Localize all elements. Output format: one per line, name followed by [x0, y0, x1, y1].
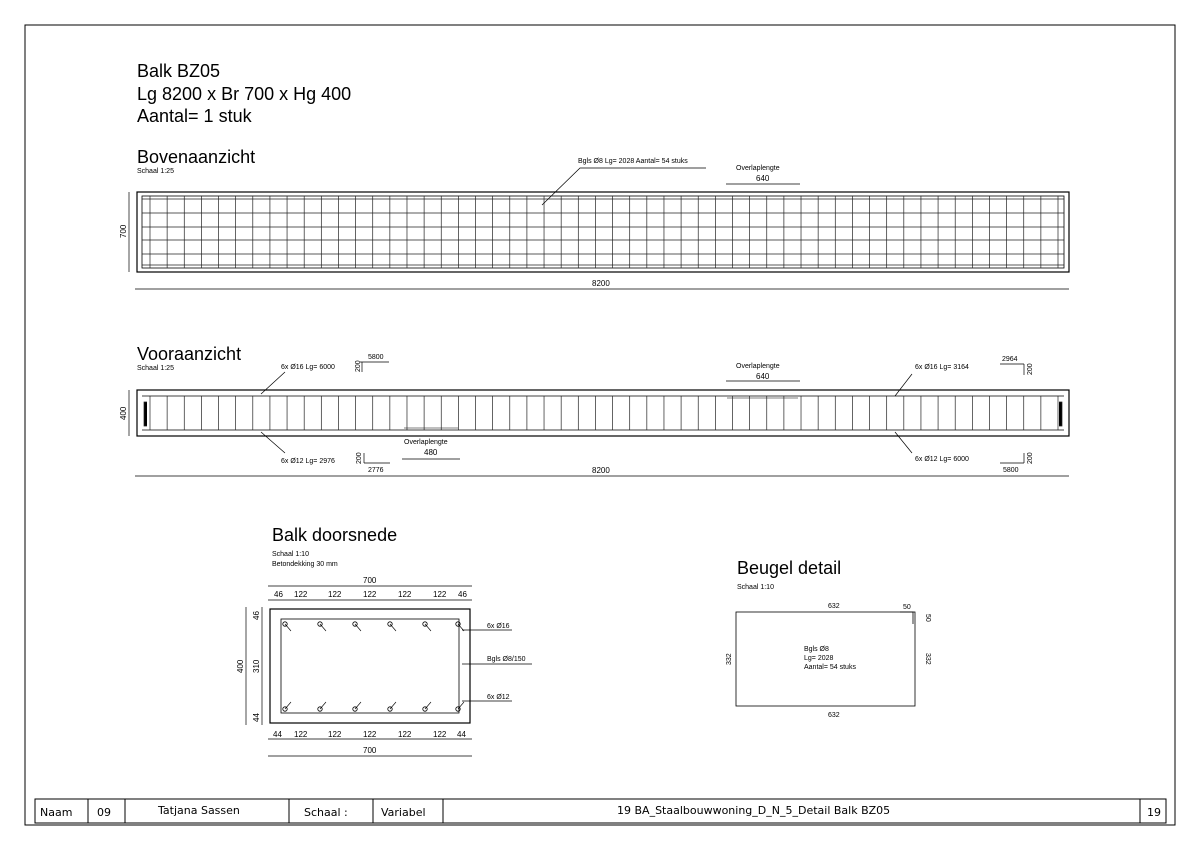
front-view-bottom-right-hook: 200	[1027, 452, 1034, 464]
section-top-bars: 6x Ø16	[487, 623, 510, 630]
section-spacing-top-6: 46	[458, 590, 467, 599]
front-view-top-left-bar: 6x Ø16 Lg= 6000	[281, 364, 335, 371]
top-view-length-value: 8200	[592, 279, 610, 288]
stirrup-detail-info-3: Aantal= 54 stuks	[804, 664, 856, 671]
front-view-overlap-bottom-value: 480	[424, 448, 438, 457]
front-view-bottom-left-leader	[261, 432, 285, 453]
title-block-scale-label: Schaal :	[304, 806, 348, 819]
top-view-stirrup-label: Bgls Ø8 Lg= 2028 Aantal= 54 stuks	[578, 158, 688, 165]
front-view-top-right-len: 2964	[1002, 356, 1018, 363]
front-view-bottom-right-bar: 6x Ø12 Lg= 6000	[915, 456, 969, 463]
section-bar-tick	[425, 702, 431, 709]
section-bar-tick	[285, 624, 291, 631]
top-view-scale: Schaal 1:25	[137, 168, 174, 175]
front-view-bottom-left-bar: 6x Ø12 Lg= 2976	[281, 458, 335, 465]
front-view-top-right-bar: 6x Ø16 Lg= 3164	[915, 364, 969, 371]
section-spacing-bottom-2: 122	[328, 730, 342, 739]
section-bar-tick	[285, 702, 291, 709]
top-view-width-value: 700	[119, 224, 128, 238]
title-block-page: 19	[1147, 806, 1161, 819]
section-width-bottom: 700	[363, 746, 377, 755]
front-view	[119, 344, 1069, 476]
section-spacing-bottom-5: 122	[433, 730, 447, 739]
front-view-outline	[137, 390, 1069, 436]
stirrup-detail-left-dim: 332	[726, 653, 733, 665]
section-spacing-top-5: 122	[433, 590, 447, 599]
front-view-height-value: 400	[119, 406, 128, 420]
front-view-overlap-bottom-label: Overlaplengte	[404, 439, 448, 446]
section-spacing-bottom-4: 122	[398, 730, 412, 739]
beam-dimensions: Lg 8200 x Br 700 x Hg 400	[137, 84, 352, 104]
section-bar-tick	[425, 624, 431, 631]
section-spacing-bottom-0: 44	[273, 730, 282, 739]
title-block	[35, 799, 1166, 823]
section-bar-tick	[320, 702, 326, 709]
stirrup-detail-right-dim: 332	[924, 653, 931, 665]
front-view-bottom-right-len: 5800	[1003, 467, 1019, 474]
front-view-top-right-hook: 200	[1027, 363, 1034, 375]
front-view-bottom-right-leader	[895, 432, 912, 453]
top-view-overlap-value: 640	[756, 174, 770, 183]
section-spacing-top-0: 46	[274, 590, 283, 599]
front-view-scale: Schaal 1:25	[137, 365, 174, 372]
stirrup-detail-info-2: Lg= 2028	[804, 655, 834, 662]
section-bar-tick	[320, 624, 326, 631]
top-view-title: Bovenaanzicht	[137, 147, 256, 167]
section-width-top: 700	[363, 576, 377, 585]
front-view-title: Vooraanzicht	[137, 344, 242, 364]
top-view-inner	[142, 196, 1064, 268]
section-cover: Betondekking 30 mm	[272, 561, 338, 568]
stirrup-detail-info-1: Bgls Ø8	[804, 646, 829, 653]
section-spacing-bottom-3: 122	[363, 730, 377, 739]
front-view-top-right-leader	[895, 374, 912, 396]
section-spacing-top-3: 122	[363, 590, 377, 599]
stirrup-detail-top-dim: 632	[828, 603, 840, 610]
beam-quantity: Aantal= 1 stuk	[137, 106, 252, 126]
section-spacing-top-4: 122	[398, 590, 412, 599]
front-view-top-left-len: 5800	[368, 354, 384, 361]
section-bar-tick	[390, 702, 396, 709]
section-bars	[283, 622, 464, 711]
section-title: Balk doorsnede	[272, 525, 398, 545]
front-view-hook-right	[1059, 402, 1062, 426]
top-view	[119, 147, 1069, 289]
sheet-border	[25, 25, 1175, 825]
top-view-stirrup-grid	[142, 196, 1064, 268]
section-spacing-bottom-6: 44	[457, 730, 466, 739]
front-view-hook-left	[144, 402, 147, 426]
front-view-stirrups	[144, 396, 1062, 430]
section-bottom-bars: 6x Ø12	[487, 694, 510, 701]
top-view-outline	[137, 192, 1069, 272]
section-spacing-top-2: 122	[328, 590, 342, 599]
title-block-number: 09	[97, 806, 111, 819]
section-scale: Schaal 1:10	[272, 551, 309, 558]
section-spacing-bottom-1: 122	[294, 730, 308, 739]
stirrup-detail-hook-v: 50	[924, 614, 931, 622]
section-bar-tick	[355, 624, 361, 631]
section-height-total: 400	[236, 659, 245, 673]
title-block-name-label: Naam	[40, 806, 73, 819]
top-view-overlap-label: Overlaplengte	[736, 165, 780, 172]
section-bar-tick	[355, 702, 361, 709]
stirrup-detail-scale: Schaal 1:10	[737, 584, 774, 591]
stirrup-detail-hook-h: 50	[903, 604, 911, 611]
front-view-top-left-hook: 200	[355, 360, 362, 372]
stirrup-detail-bottom-dim: 632	[828, 712, 840, 719]
title-block-scale-value: Variabel	[381, 806, 426, 819]
section-bar-tick	[390, 624, 396, 631]
front-view-overlap-top-value: 640	[756, 372, 770, 381]
front-view-bottom-left-len: 2776	[368, 467, 384, 474]
front-view-bottom-left-hook: 200	[356, 452, 363, 464]
section-stirrups: Bgls Ø8/150	[487, 656, 526, 663]
section-height-part-1: 310	[252, 659, 261, 673]
stirrup-detail	[726, 558, 931, 719]
section-outline	[270, 609, 470, 723]
section-stirrup	[281, 619, 459, 713]
beam-name: Balk BZ05	[137, 61, 221, 81]
section-spacing-top-1: 122	[294, 590, 308, 599]
front-view-overlap-top-label: Overlaplengte	[736, 363, 780, 370]
section-height-part-0: 46	[252, 611, 261, 620]
front-view-length-value: 8200	[592, 466, 610, 475]
front-view-top-left-leader	[261, 372, 285, 394]
title-block-author: Tatjana Sassen	[158, 804, 240, 817]
section-view	[236, 525, 532, 756]
stirrup-detail-hook	[900, 612, 913, 624]
section-height-part-2: 44	[252, 713, 261, 722]
title-block-drawing-title: 19 BA_Staalbouwwoning_D_N_5_Detail Balk BZ05	[617, 804, 891, 817]
stirrup-detail-title: Beugel detail	[737, 558, 842, 578]
